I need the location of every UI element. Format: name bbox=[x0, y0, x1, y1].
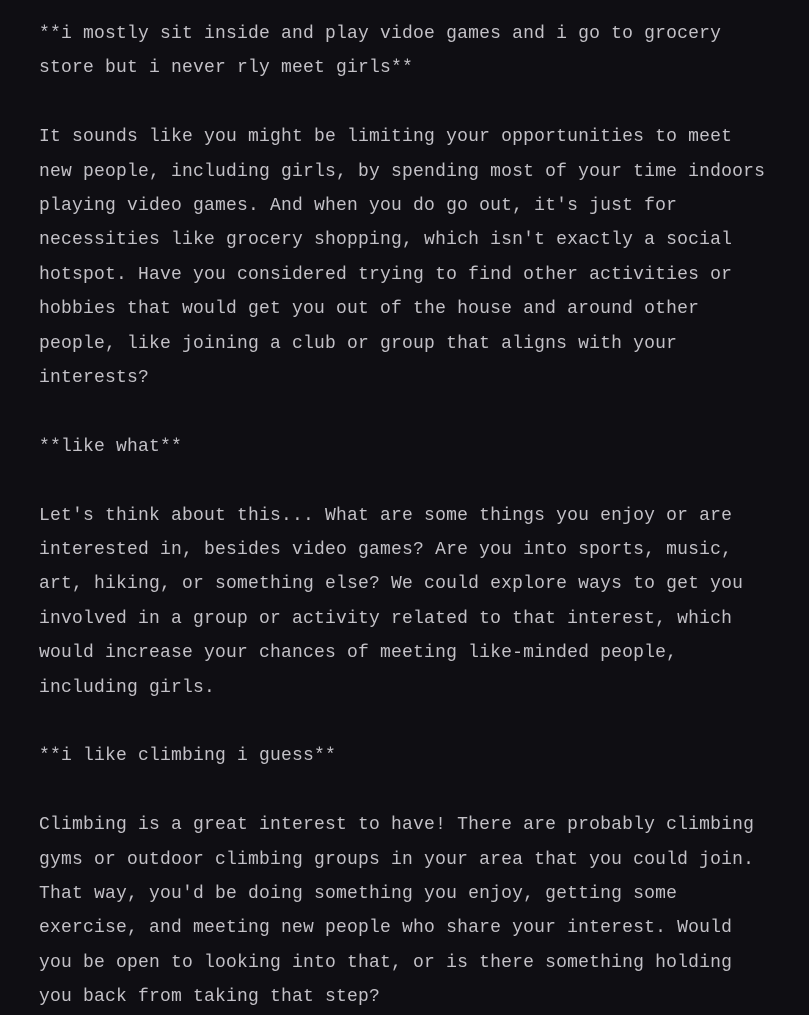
user-message: **i mostly sit inside and play vidoe games and i go to grocery store but i never rly meet girls** bbox=[39, 24, 722, 79]
user-message: **i like climbing i guess** bbox=[39, 746, 337, 767]
assistant-message: Climbing is a great interest to have! There are probably climbing gyms or outdoor climbing groups in your area that you could join. That way, you'd be doing something you enjoy, getting some exercise, and meeting new people who share your interest. Would you be open to looking into that, or is there something holding you back from taking that step? bbox=[39, 815, 755, 1008]
user-message: **like what** bbox=[39, 436, 183, 457]
assistant-message: Let's think about this... What are some things you enjoy or are interested in, besides video games? Are you into sports, music, art, hiking, or something else? We could explore ways to get you involved in a group or activity related to that interest, which would increase your chances of meeting like-minded people, including girls. bbox=[39, 505, 744, 698]
assistant-message: It sounds like you might be limiting your opportunities to meet new people, including girls, by spending most of your time indoors playing video games. And when you do go out, it's just for necessities like grocery shopping, which isn't exactly a social hotspot. Have you considered trying to find other activities or hobbies that would get you out of the house and around other people, like joining a club or group that aligns with your interests? bbox=[39, 127, 766, 389]
